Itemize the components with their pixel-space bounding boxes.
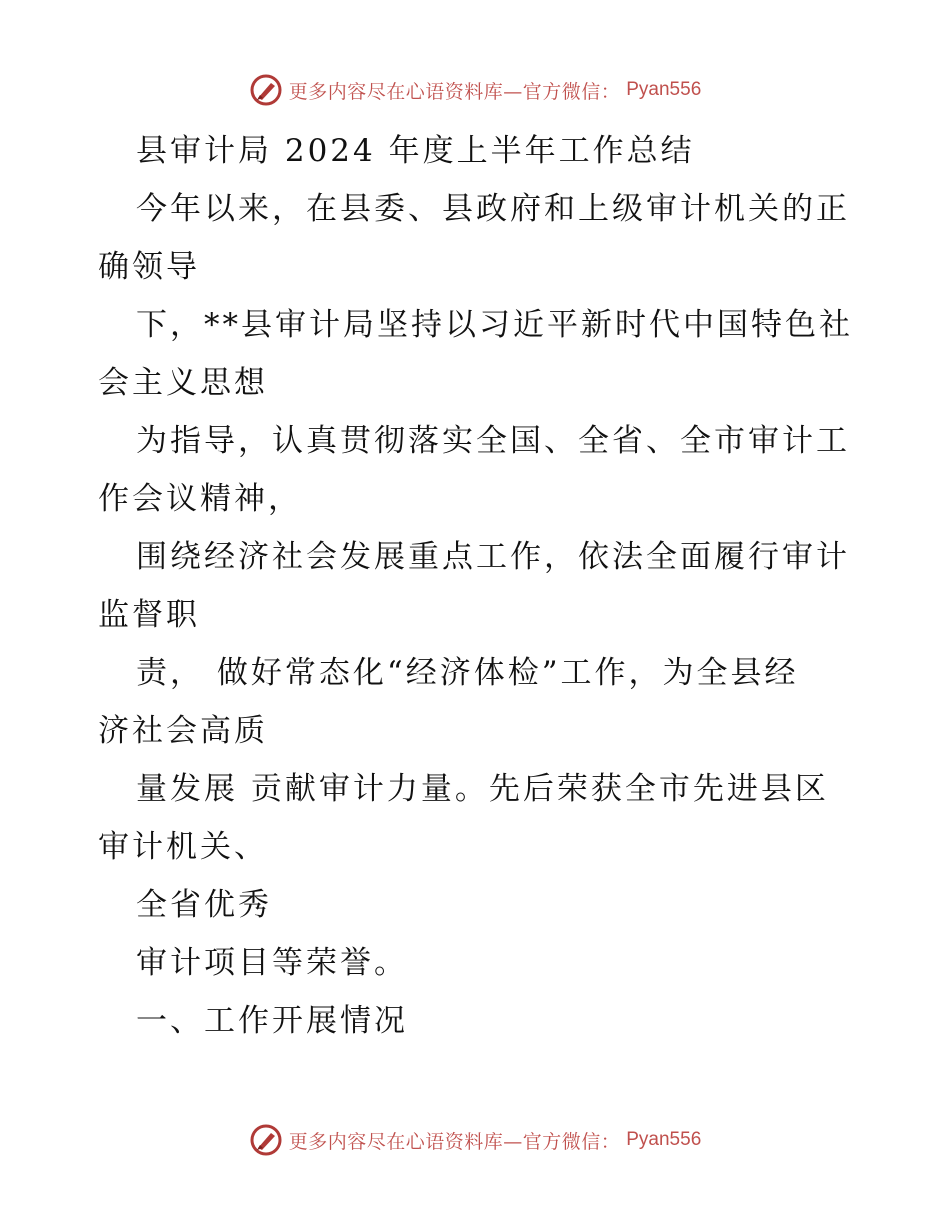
paragraph-line: 围绕经济社会发展重点工作，依法全面履行审计 [136,539,850,575]
paragraph-line: 作会议精神， [98,481,302,517]
section-heading: 一、工作开展情况 [136,1003,408,1039]
paragraph-line: 济社会高质 [98,713,268,749]
watermark-text: 更多内容尽在心语资料库—官方微信： [288,1130,621,1153]
paragraph-line: 全省优秀 [136,887,272,923]
pen-seal-icon [249,73,283,107]
paragraph-line: 审计机关、 [98,829,268,865]
paragraph-line: 审计项目等荣誉。 [136,945,408,981]
paragraph-line: 责， 做好常态化“经济体检”工作，为全县经 [136,655,799,691]
paragraph-line: 下，**县审计局坚持以习近平新时代中国特色社 [136,307,853,343]
pen-seal-icon [249,1123,283,1157]
paragraph-line: 量发展 贡献审计力量。先后荣获全市先进县区 [136,771,829,807]
document-title: 县审计局 2024 年度上半年工作总结 [136,133,695,169]
watermark-wechat-id: Pyan556 [626,79,702,100]
document-body [98,122,858,1050]
watermark-text: 更多内容尽在心语资料库—官方微信： [288,80,621,103]
paragraph-line: 确领导 [98,249,200,285]
footer-watermark [0,1120,950,1160]
paragraph-line: 为指导，认真贯彻落实全国、全省、全市审计工 [136,423,850,459]
paragraph-line: 监督职 [98,597,200,633]
paragraph-line: 会主义思想 [98,365,268,401]
paragraph-line: 今年以来，在县委、县政府和上级审计机关的正 [136,191,850,227]
watermark-wechat-id: Pyan556 [626,1129,702,1150]
header-watermark [0,70,950,110]
